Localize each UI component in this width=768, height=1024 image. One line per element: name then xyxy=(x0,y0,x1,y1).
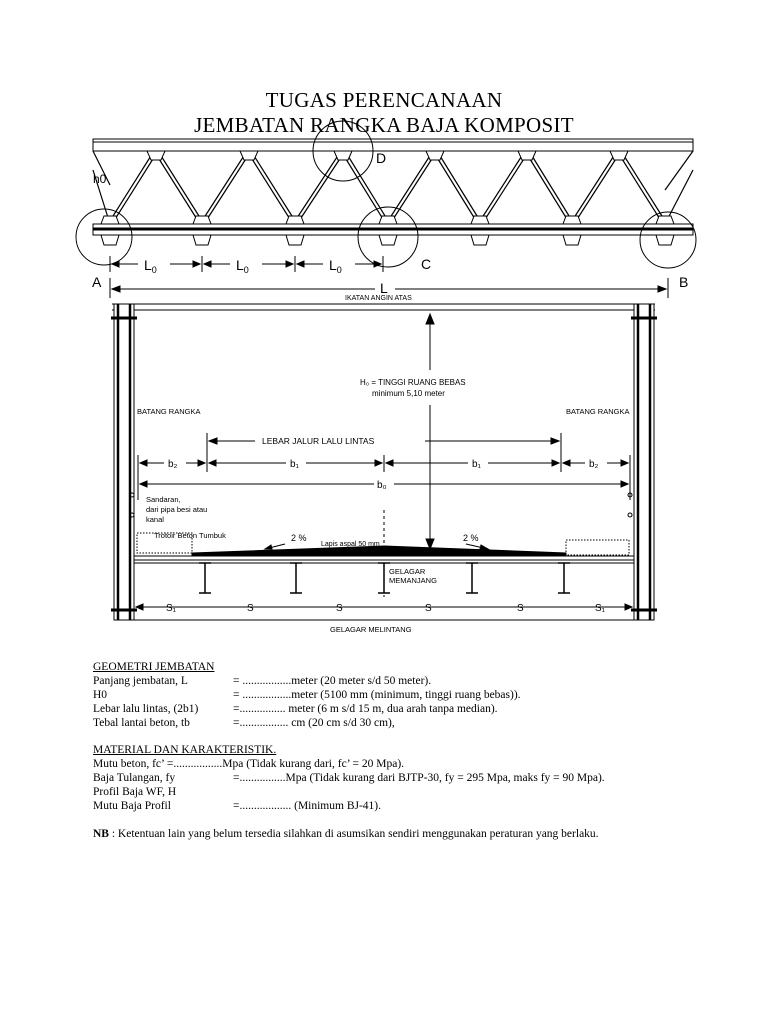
s-label-2: S xyxy=(336,603,343,614)
trotoir-label: Trotoir Beton Tumbuk xyxy=(154,531,226,540)
l-label: L xyxy=(380,280,388,296)
material-section xyxy=(93,743,733,813)
l0-label-1: $L_0$ xyxy=(144,257,157,275)
s-label-3: S xyxy=(425,603,432,614)
ikatan-label: IKATAN ANGIN ATAS xyxy=(345,295,412,302)
s-label-1: S xyxy=(247,603,254,614)
l0-label-2: $L_0$ xyxy=(236,257,249,275)
gelagar-memanjang-2: MEMANJANG xyxy=(389,576,437,585)
b2-right: b₂ xyxy=(589,459,599,470)
page-title-line2: JEMBATAN RANGKA BAJA KOMPOSIT xyxy=(194,113,574,137)
geometri-row: Panjang jembatan, L = .................meter (20 meter s/d 50 meter). xyxy=(93,675,432,687)
truss-diagonals xyxy=(93,151,693,224)
gelagar-melintang-label: GELAGAR MELINTANG xyxy=(330,625,412,634)
geometri-row: Lebar lalu lintas, (2b1) =................ meter (6 m s/d 15 m, dua arah tanpa median). xyxy=(93,703,498,715)
s1-right: S₁ xyxy=(595,603,606,614)
lapis-aspal-label: Lapis aspal 50 mm xyxy=(321,541,380,548)
b1-right: b₁ xyxy=(472,459,481,470)
geometri-row: H0 = .................meter (5100 mm (minimum, tinggi ruang bebas)). xyxy=(93,689,521,701)
l0-label-3: $L_0$ xyxy=(329,257,342,275)
material-row: Profil Baja WF, H xyxy=(93,786,177,798)
slope-left: 2 % xyxy=(291,533,307,543)
nb-label: NB xyxy=(93,828,109,840)
sandaran-1: Sandaran, xyxy=(146,495,181,504)
batang-rangka-left: BATANG RANGKA xyxy=(137,407,201,416)
label-d: D xyxy=(376,150,387,166)
top-chord xyxy=(93,139,693,151)
b1-left: b₁ xyxy=(290,459,299,470)
label-c: C xyxy=(421,256,432,272)
h0-note-1: H₀ = TINGGI RUANG BEBAS xyxy=(360,378,466,387)
geometri-section xyxy=(93,660,733,730)
cross-section xyxy=(111,304,657,620)
nb-note xyxy=(93,828,599,840)
sandaran-2: dari pipa besi atau xyxy=(146,505,208,514)
geometri-heading: GEOMETRI JEMBATAN xyxy=(93,661,215,673)
truss-elevation xyxy=(76,121,696,268)
material-row: Baja Tulangan, fy =................Mpa (Tidak kurang dari BJTP-30, fy = 295 Mpa, maks fy = 90 Mpa). xyxy=(93,772,605,784)
s-label-4: S xyxy=(517,603,524,614)
material-row: Mutu beton, fc’ =.................Mpa (Tidak kurang dari, fc’ = 20 Mpa). xyxy=(93,758,405,770)
gelagar-memanjang-1: GELAGAR xyxy=(389,567,426,576)
b0-label: b₀ xyxy=(377,480,387,491)
nb-text: : Ketentuan lain yang belum tersedia silahkan di asumsikan sendiri menggunakan peraturan yang berlaku. xyxy=(108,828,599,840)
material-heading: MATERIAL DAN KARAKTERISTIK. xyxy=(93,744,277,756)
label-b: B xyxy=(679,274,689,290)
h0-label: h0 xyxy=(93,172,107,186)
batang-rangka-right: BATANG RANGKA xyxy=(566,407,630,416)
right-sidewalk xyxy=(566,540,629,555)
h0-note-2: minimum 5,10 meter xyxy=(372,389,445,398)
b2-left: b₂ xyxy=(168,459,178,470)
s1-left: S₁ xyxy=(166,603,177,614)
label-a: A xyxy=(92,274,102,290)
lebar-jalur-label: LEBAR JALUR LALU LINTAS xyxy=(262,436,375,446)
geometri-row: Tebal lantai beton, tb =................. cm (20 cm s/d 30 cm), xyxy=(93,717,395,729)
page-title-line1: TUGAS PERENCANAAN xyxy=(265,88,503,112)
slope-right: 2 % xyxy=(463,533,479,543)
sandaran-3: kanal xyxy=(146,515,164,524)
material-row: Mutu Baja Profil =.................. (Minimum BJ-41). xyxy=(93,800,382,812)
